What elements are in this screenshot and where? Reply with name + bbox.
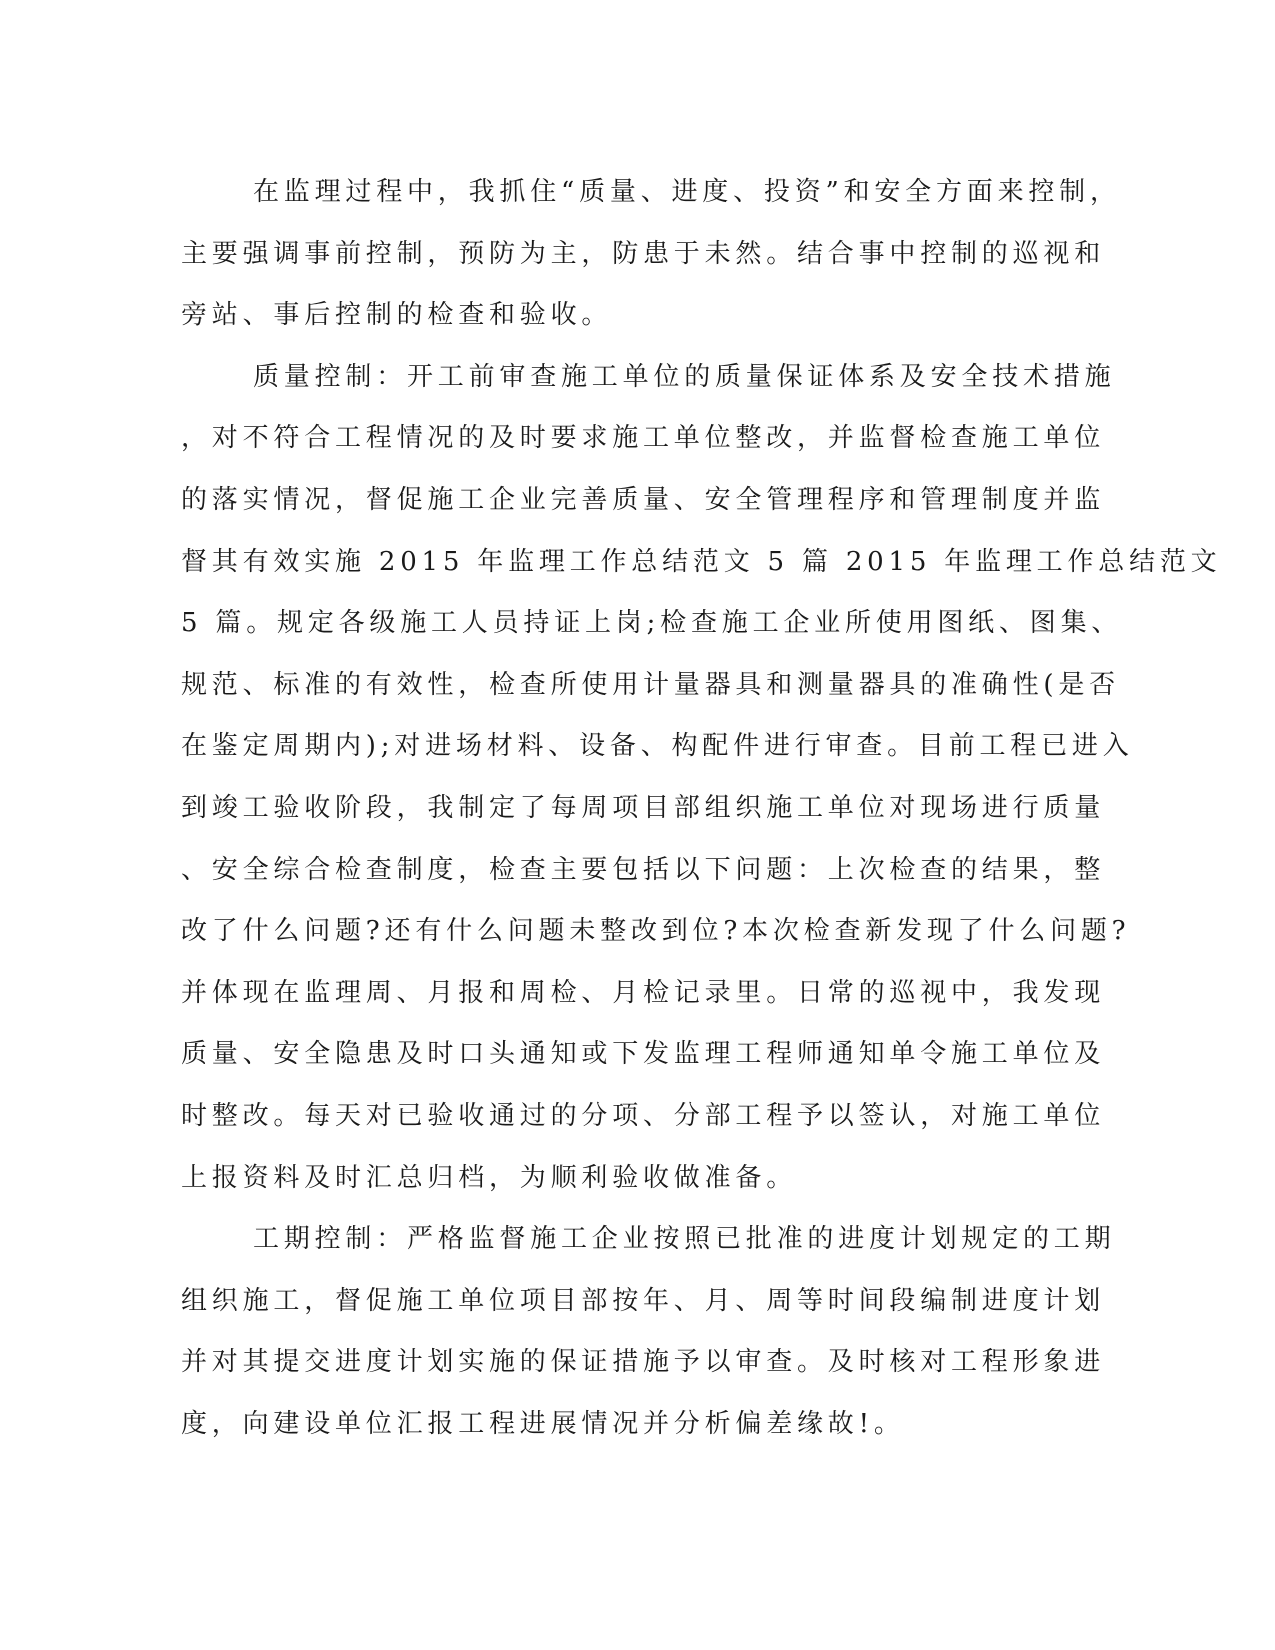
paragraph-2-line-13: 时整改。每天对已验收通过的分项、分部工程予以签认，对施工单位 bbox=[181, 1100, 1106, 1131]
paragraph-3-line-1: 工期控制：严格监督施工企业按照已批准的进度计划规定的工期 bbox=[253, 1224, 1116, 1255]
paragraph-2-line-8: 到竣工验收阶段，我制定了每周项目部组织施工单位对现场进行质量 bbox=[181, 792, 1106, 823]
paragraph-2-line-1: 质量控制：开工前审查施工单位的质量保证体系及安全技术措施 bbox=[253, 361, 1116, 392]
paragraph-2-line-3: 的落实情况，督促施工企业完善质量、安全管理程序和管理制度并监 bbox=[181, 484, 1106, 515]
paragraph-2-line-11: 并体现在监理周、月报和周检、月检记录里。日常的巡视中，我发现 bbox=[181, 977, 1106, 1008]
paragraph-2-line-2: ，对不符合工程情况的及时要求施工单位整改，并监督检查施工单位 bbox=[181, 423, 1106, 454]
paragraph-2-line-4: 督其有效实施 2015 年监理工作总结范文 5 篇 2015 年监理工作总结范文 bbox=[181, 546, 1222, 577]
body-text bbox=[181, 162, 1222, 1455]
paragraph-2-line-7: 在鉴定周期内);对进场材料、设备、构配件进行审查。目前工程已进入 bbox=[181, 731, 1134, 762]
paragraph-2-line-14: 上报资料及时汇总归档，为顺利验收做准备。 bbox=[181, 1162, 798, 1193]
paragraph-1-line-2: 主要强调事前控制，预防为主，防患于未然。结合事中控制的巡视和 bbox=[181, 238, 1106, 269]
paragraph-3-line-4: 度，向建设单位汇报工程进展情况并分析偏差缘故!。 bbox=[181, 1408, 905, 1439]
paragraph-2-line-10: 改了什么问题?还有什么问题未整改到位?本次检查新发现了什么问题? bbox=[181, 916, 1131, 947]
paragraph-2-line-5: 5 篇。规定各级施工人员持证上岗;检查施工企业所使用图纸、图集、 bbox=[181, 608, 1123, 639]
paragraph-3-line-3: 并对其提交进度计划实施的保证措施予以审查。及时核对工程形象进 bbox=[181, 1347, 1106, 1378]
paragraph-3-line-2: 组织施工，督促施工单位项目部按年、月、周等时间段编制进度计划 bbox=[181, 1285, 1106, 1316]
paragraph-2-line-9: 、安全综合检查制度，检查主要包括以下问题：上次检查的结果，整 bbox=[181, 854, 1106, 885]
paragraph-1-line-1: 在监理过程中，我抓住“质量、进度、投资”和安全方面来控制， bbox=[253, 177, 1121, 207]
paragraph-2-line-6: 规范、标准的有效性，检查所使用计量器具和测量器具的准确性(是否 bbox=[181, 669, 1120, 700]
paragraph-2-line-12: 质量、安全隐患及时口头通知或下发监理工程师通知单令施工单位及 bbox=[181, 1039, 1106, 1070]
paragraph-1-line-3: 旁站、事后控制的检查和验收。 bbox=[181, 300, 613, 331]
